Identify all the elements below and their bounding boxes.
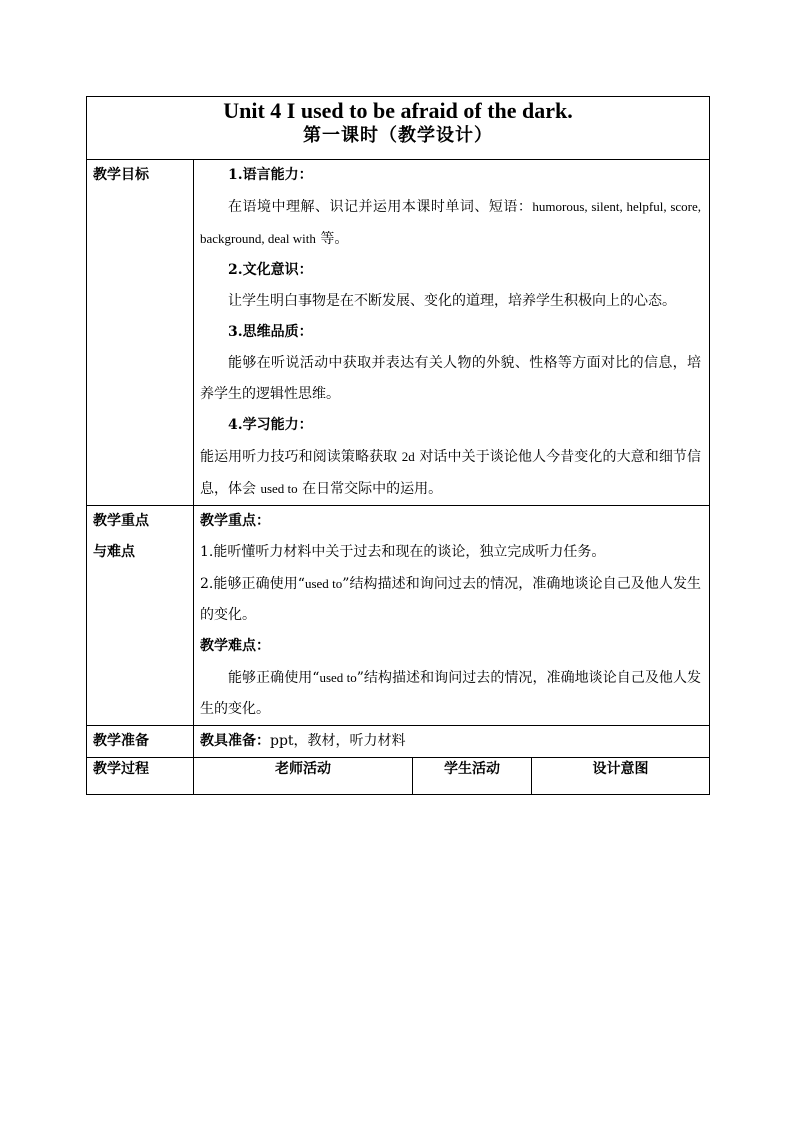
process-col-teacher: 老师活动 [194, 758, 413, 795]
focus-label-line2: 与难点 [93, 544, 135, 560]
lesson-plan-table [86, 96, 710, 795]
title-cell [87, 97, 710, 160]
goal-culture-text: 让学生明白事物是在不断发展、变化的道理，培养学生积极向上的心态。 [228, 293, 676, 309]
difficulty-1 [200, 662, 701, 725]
goal-learning-used-to: used to [260, 481, 298, 496]
goal-thinking-text: 能够在听说活动中获取并表达有关人物的外貌、性格等方面对比的信息，培养学生的逻辑性思维。 [200, 355, 702, 402]
goals-row [87, 160, 710, 506]
focus-content-cell [194, 506, 710, 726]
goal-language-text-a: 在语境中理解、识记并运用本课时单词、短语： [228, 199, 533, 215]
title-row [87, 97, 710, 160]
prep-heading: 教具准备： [200, 733, 270, 749]
goals-label-cell [87, 160, 194, 506]
goal-learning-text [200, 441, 701, 505]
process-label: 教学过程 [87, 758, 194, 795]
difficulty-heading: 教学难点： [200, 638, 270, 654]
goal-language-text [200, 191, 701, 255]
goal-learning-text-e: 在日常交际中的运用。 [297, 481, 443, 497]
goal-learning-2d: 2d [401, 449, 415, 464]
process-col-purpose: 设计意图 [532, 758, 710, 795]
difficulty-1-used-to: used to [319, 670, 357, 685]
key-point-1: 1.能听懂听力材料中关于过去和现在的谈论，独立完成听力任务。 [200, 544, 606, 560]
goal-language-text-c: 等。 [315, 231, 349, 247]
goals-label: 教学目标 [93, 167, 149, 183]
goal-learning-text-a: 能运用听力技巧和阅读策略获取 [200, 449, 402, 465]
prep-content-cell [194, 726, 710, 758]
goal-culture-heading: 2.文化意识： [228, 262, 313, 278]
key-point-2 [200, 568, 701, 631]
goal-learning-heading: 4.学习能力： [228, 417, 313, 433]
title-english: Unit 4 I used to be afraid of the dark. [223, 98, 573, 123]
prep-label-cell [87, 726, 194, 758]
key-points-heading: 教学重点： [200, 513, 270, 529]
goal-learning-text-c: 对话中关于谈论他人今昔变化的大意和细节信息，体会 [200, 449, 702, 497]
focus-label-line1: 教学重点 [93, 513, 149, 529]
focus-label-cell [87, 506, 194, 726]
goal-thinking-heading: 3.思维品质： [228, 324, 313, 340]
process-col-student: 学生活动 [413, 758, 532, 795]
prep-row [87, 726, 710, 758]
title-chinese: 第一课时（教学设计） [303, 125, 493, 146]
prep-text [200, 726, 701, 757]
difficulty-1-c: ”结构描述和询问过去的情况，准确地谈论自己及他人发生的变化。 [200, 670, 702, 717]
focus-row [87, 506, 710, 726]
difficulty-1-a: 能够正确使用“ [228, 670, 320, 686]
process-row [87, 758, 710, 795]
key-point-2-used-to: used to [304, 576, 343, 591]
key-point-2-c: ”结构描述和询问过去的情况，准确地谈论自己及他人发生的变化。 [200, 576, 702, 623]
prep-label: 教学准备 [93, 733, 149, 749]
key-point-2-a: 2.能够正确使用“ [200, 576, 305, 592]
goals-content-cell [194, 160, 710, 506]
goal-language-heading: 1.语言能力： [228, 167, 313, 183]
goal-language-words: humorous, silent, helpful, score, background, deal with [200, 199, 702, 246]
prep-content: ppt，教材，听力材料 [270, 733, 406, 749]
